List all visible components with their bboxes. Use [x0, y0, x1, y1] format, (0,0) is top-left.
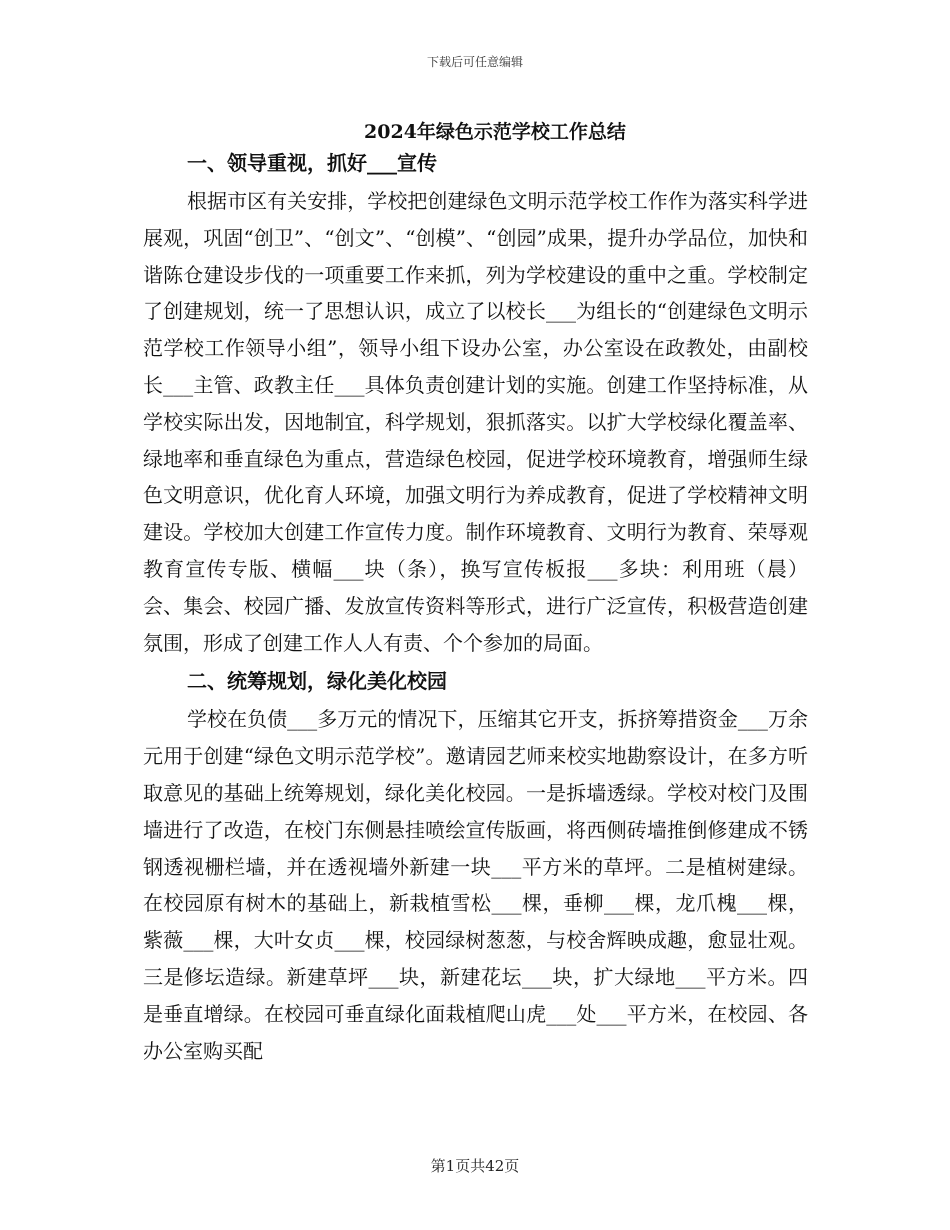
- document-body: [143, 143, 808, 1069]
- document-title: 2024年绿色示范学校工作总结: [364, 121, 626, 143]
- section-heading-2: 二、统筹规划，绿化美化校园: [187, 669, 447, 694]
- page-footer: 第1页共42页: [430, 1157, 520, 1175]
- section-paragraph-2: 学校在负债___多万元的情况下，压缩其它开支，拆挤筹措资金___万余元用于创建“绿色文明示范学校”。邀请园艺师来校实地勘察设计，在多方听取意见的基础上统筹规划，绿化美化校园。一是拆墙透绿。学校对校门及围墙进行了改造，在校门东侧悬挂喷绘宣传版画，将西侧砖墙推倒修建成不锈钢透视栅栏墙，并在透视墙外新建一块___平方米的草坪。二是植树建绿。在校园原有树木的基础上，新栽植雪松___棵，垂柳___棵，龙爪槐___棵，紫薇___棵，大叶女贞___棵，校园绿树葱葱，与校舍辉映成趣，愈显壮观。三是修坛造绿。新建草坪___块，新建花坛___块，扩大绿地___平方米。四是垂直增绿。在校园可垂直绿化面栽植爬山虎___处___平方米，在校园、各办公室购买配: [143, 707, 808, 1063]
- section-heading-1: 一、领导重视，抓好___宣传: [187, 151, 437, 175]
- section-paragraph-1: 根据市区有关安排，学校把创建绿色文明示范学校工作作为落实科学进展观，巩固“创卫”、“创文”、“创模”、“创园”成果，提升办学品位，加快和谐陈仓建设步伐的一项重要工作来抓，列为学校建设的重中之重。学校制定了创建规划，统一了思想认识，成立了以校长___为组长的“创建绿色文明示范学校工作领导小组”，领导小组下设办公室，办公室设在政教处，由副校长___主管、政教主任___具体负责创建计划的实施。创建工作坚持标准，从学校实际出发，因地制宜，科学规划，狠抓落实。以扩大学校绿化覆盖率、绿地率和垂直绿色为重点，营造绿色校园，促进学校环境教育，增强师生绿色文明意识，优化育人环境，加强文明行为养成教育，促进了学校精神文明建设。学校加大创建工作宣传力度。制作环境教育、文明行为教育、荣辱观教育宣传专版、横幅___块（条），换写宣传板报___多块：利用班（晨）会、集会、校园广播、发放宣传资料等形式，进行广泛宣传，积极营造创建氛围，形成了创建工作人人有责、个个参加的局面。: [143, 189, 808, 655]
- header-note: 下载后可任意编辑: [426, 55, 523, 69]
